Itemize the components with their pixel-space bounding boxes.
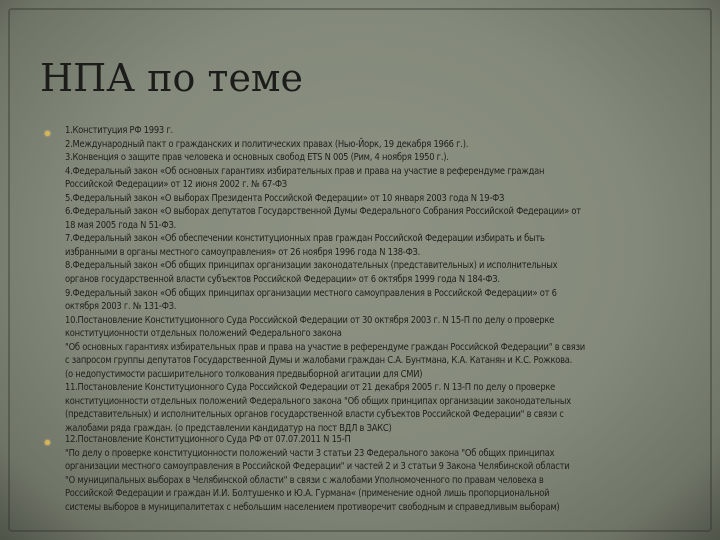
text-line: 4.Федеральный закон «Об основных гарантиях избирательных прав и права на участие в референдуме граждан <box>65 165 545 177</box>
text-line: Российской Федерации и граждан И.И. Болтушенко и Ю.А. Гурмана« (применение одной лишь пропорциональной <box>65 488 550 500</box>
text-line: Российской Федерации» от 12 июня 2002 г. № 67-ФЗ <box>65 179 287 191</box>
text-line: (представительных) и исполнительных органов государственной власти субъектов Российской Федерации" в связи с <box>65 409 564 421</box>
text-line: конституционности отдельных положений Федерального закона <box>65 328 342 340</box>
text-line: (о недопустимости расширительного толкования предвыборной агитации для СМИ) <box>65 368 423 380</box>
text-line: конституционности отдельных положений Федерального закона "Об общих принципах организации законодательных <box>65 395 571 407</box>
text-line: "О муниципальных выборах в Челябинской области" в связи с жалобами Уполномоченного по правам человека в <box>65 474 544 486</box>
text-line: 9.Федеральный закон «Об общих принципах организации местного самоуправления в Российской Федерации» от 6 <box>65 287 557 299</box>
text-line: с запросом группы депутатов Государственной Думы и жалобами граждан С.А. Бунтмана, К.А. Катанян и К.С. Рожкова. <box>65 355 573 367</box>
bullet-text-1 <box>65 124 710 436</box>
bullet-icon <box>45 440 50 445</box>
text-line: избранными в органы местного самоуправления» от 26 ноября 1996 года N 138-ФЗ. <box>65 246 421 258</box>
bullet-text-2 <box>65 433 710 514</box>
text-line: органов государственной власти субъектов Российской Федерации» от 6 октября 1999 года N 184-ФЗ. <box>65 274 500 286</box>
text-line: 3.Конвенция о защите прав человека и основных свобод ETS N 005 (Рим, 4 ноября 1950 г.). <box>65 152 449 164</box>
text-line: 11.Постановление Конституционного Суда Российской Федерации от 21 декабря 2005 г. N 13-П по делу о проверке <box>65 382 556 394</box>
text-line: организации местного самоуправления в Российской Федерации" и частей 2 и 3 статьи 9 Закона Челябинской области <box>65 461 570 473</box>
text-line: 7.Федеральный закон «Об обеспечении конституционных прав граждан Российской Федерации избирать и быть <box>65 233 545 245</box>
text-line: системы выборов в муниципалитетах с небольшим населением противоречит свободным и справедливым выборам) <box>65 501 560 513</box>
text-line: "По делу о проверке конституционности положений части 3 статьи 23 Федерального закона "Об общих принципах <box>65 447 555 459</box>
text-line: жалобами ряда граждан. (о представлении кандидатур на пост ВДЛ в ЗАКС) <box>65 423 392 435</box>
text-line: 12.Постановление Конституционного Суда РФ от 07.07.2011 N 15-П <box>65 434 351 445</box>
text-line: 1.Конституция РФ 1993 г. <box>65 125 173 136</box>
text-line: 8.Федеральный закон «Об общих принципах организации законодательных (представительных) и исполнительных <box>65 260 558 272</box>
text-line: 5.Федеральный закон «О выборах Президента Российской Федерации» от 10 января 2003 года N 19-ФЗ <box>65 192 505 204</box>
slide-title: НПА по теме <box>40 56 303 100</box>
text-line: 6.Федеральный закон «О выборах депутатов Государственной Думы Федерального Собрания Российской Федерации» от <box>65 206 581 218</box>
text-line: 10.Постановление Конституционного Суда Российской Федерации от 30 октября 2003 г. N 15-П по делу о проверке <box>65 314 555 326</box>
bullet-icon <box>45 131 50 136</box>
text-line: 18 мая 2005 года N 51-ФЗ. <box>65 219 176 231</box>
text-line: "Об основных гарантиях избирательных прав и права на участие в референдуме граждан Российской Федерации" в связи <box>65 341 585 353</box>
text-line: октября 2003 г. № 131-ФЗ. <box>65 301 177 313</box>
text-line: 2.Международный пакт о гражданских и политических правах (Нью-Йорк, 19 декабря 1966 г.). <box>65 138 469 150</box>
